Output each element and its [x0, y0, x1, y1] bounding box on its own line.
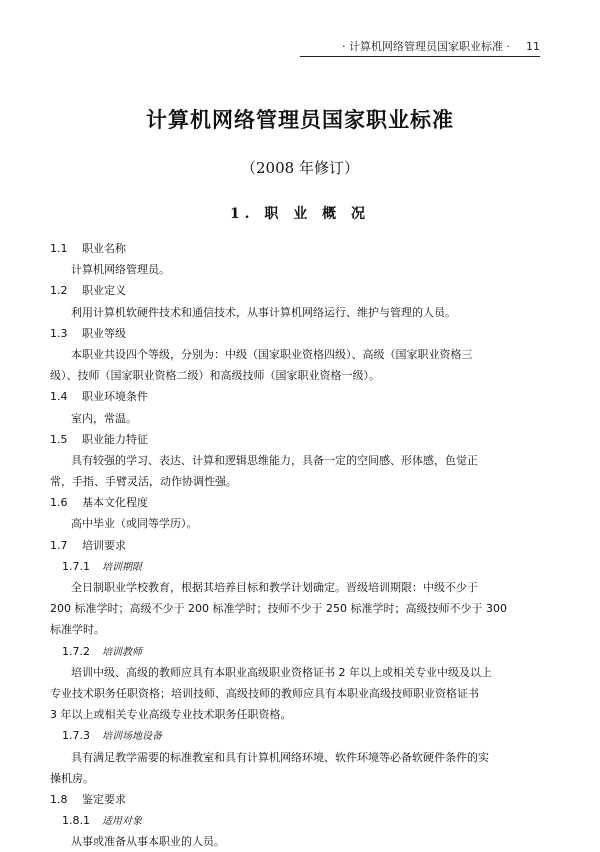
document-title: 计算机网络管理员国家职业标准	[146, 107, 454, 132]
section-title: 培训要求	[82, 538, 126, 552]
document-body	[50, 238, 560, 852]
page-number: 11	[526, 40, 540, 53]
subsection-heading	[50, 641, 560, 662]
subsection-number: 1.7.3	[62, 729, 90, 743]
subsection-number: 1.7.1	[62, 559, 90, 573]
section-heading	[50, 280, 560, 301]
subsection-title: 培训教师	[102, 646, 142, 658]
subsection-number: 1.7.2	[62, 644, 90, 658]
subsection-heading	[50, 725, 560, 746]
paragraph-line: 具有满足教学需要的标准教室和具有计算机网络环境、软件环境等必备软硬件条件的实	[71, 750, 489, 764]
paragraph-line: 专业技术职务任职资格；培训技师、高级技师的教师应具有本职业高级技师职业资格证书	[50, 686, 479, 700]
subsection-heading	[50, 556, 560, 577]
subsection-heading	[50, 810, 560, 831]
paragraph-line: 从事或准备从事本职业的人员。	[71, 835, 225, 849]
section-title: 基本文化程度	[82, 496, 148, 510]
paragraph-line: 利用计算机软硬件技术和通信技术，从事计算机网络运行、维护与管理的人员。	[71, 305, 456, 319]
section-title: 职业能力特征	[82, 432, 148, 446]
running-header	[300, 40, 540, 57]
section-title: 职业定义	[82, 284, 126, 298]
section-title: 职业名称	[82, 242, 126, 255]
section-title: 职业环境条件	[82, 390, 148, 404]
section-number: 1.5	[50, 432, 68, 446]
subsection-title: 培训期限	[102, 561, 142, 573]
paragraph-line: 3 年以上或相关专业高级专业技术职务任职资格。	[50, 708, 292, 722]
section-title: 职业等级	[82, 326, 126, 340]
section-heading	[50, 323, 560, 344]
section-number: 1.7	[50, 538, 68, 552]
chapter-heading: 1. 职 业 概 况	[229, 206, 371, 222]
subsection-title: 培训场地设备	[102, 731, 162, 743]
section-number: 1.3	[50, 326, 68, 340]
section-heading	[50, 238, 560, 259]
subsection-number: 1.8.1	[62, 814, 90, 828]
section-number: 1.1	[50, 242, 68, 255]
paragraph-line: 培训中级、高级的教师应具有本职业高级职业资格证书 2 年以上或相关专业中级及以上	[71, 665, 492, 679]
paragraph-line: 高中毕业（或同等学历）。	[71, 517, 198, 531]
section-title: 鉴定要求	[82, 792, 126, 806]
paragraph-line: 200 标准学时；高级不少于 200 标准学时；技师不少于 250 标准学时；高级技师不少于 300	[50, 602, 507, 616]
section-number: 1.2	[50, 284, 68, 298]
paragraph-line: 常，手指、手臂灵活，动作协调性强。	[50, 475, 237, 489]
paragraph-line: 具有较强的学习、表达、计算和逻辑思维能力，具备一定的空间感、形体感，色觉正	[71, 453, 478, 467]
paragraph-line: 操机房。	[50, 771, 94, 785]
document-subtitle: （2008 年修订）	[241, 159, 359, 177]
section-number: 1.8	[50, 792, 68, 806]
paragraph-line: 标准学时。	[50, 623, 105, 637]
section-heading	[50, 535, 560, 556]
paragraph-line: 本职业共设四个等级，分别为：中级（国家职业资格四级）、高级（国家职业资格三	[71, 347, 473, 361]
section-heading	[50, 386, 560, 407]
paragraph-line: 级）、技师（国家职业资格二级）和高级技师（国家职业资格一级）。	[50, 369, 380, 383]
running-header-text: · 计算机网络管理员国家职业标准 ·	[342, 40, 510, 53]
paragraph-line: 全日制职业学校教育，根据其培养目标和教学计划确定。晋级培训期限：中级不少于	[71, 581, 478, 594]
paragraph-line: 计算机网络管理员。	[71, 263, 170, 277]
section-number: 1.6	[50, 496, 68, 510]
section-number: 1.4	[50, 390, 68, 404]
section-heading	[50, 789, 560, 810]
subsection-title: 适用对象	[102, 816, 142, 828]
paragraph-line: 室内，常温。	[71, 411, 137, 425]
section-heading	[50, 429, 560, 450]
section-heading	[50, 492, 560, 513]
